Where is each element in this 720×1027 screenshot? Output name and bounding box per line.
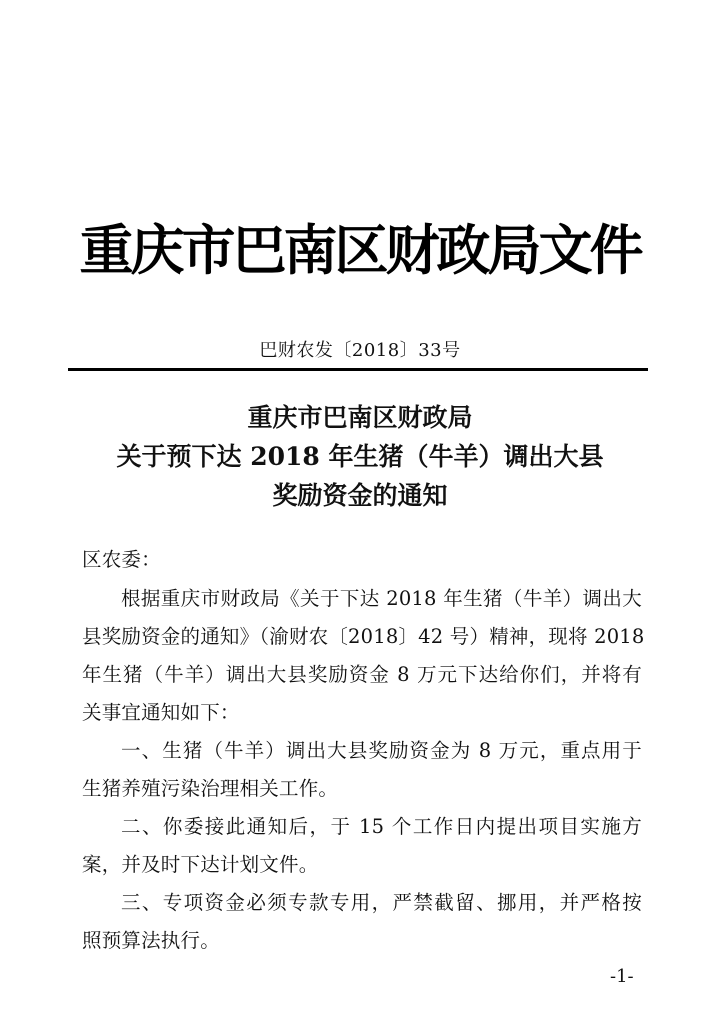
header-divider-rule	[68, 368, 648, 371]
page-number: -1-	[610, 966, 634, 987]
body-line: 根据重庆市财政局《关于下达 2018 年生猪（牛羊）调出大	[121, 587, 642, 610]
body-line: 二、你委接此通知后，于 15 个工作日内提出项目实施方	[121, 815, 642, 838]
agency-header-title: 重庆市巴南区财政局文件	[79, 219, 641, 282]
document-number: 巴财农发〔2018〕33号	[259, 340, 461, 361]
notice-title-line-3: 奖励资金的通知	[272, 481, 448, 510]
salutation: 区农委：	[82, 548, 161, 571]
notice-title-line-1: 重庆市巴南区财政局	[247, 403, 473, 432]
body-line: 县奖励资金的通知》（渝财农〔2018〕42 号）精神，现将 2018	[82, 625, 645, 648]
body-line: 关事宜通知如下：	[82, 701, 240, 724]
notice-title-line-2: 关于预下达 2018 年生猪（牛羊）调出大县	[116, 442, 604, 471]
body-line: 生猪养殖污染治理相关工作。	[82, 777, 339, 800]
body-line: 三、专项资金必须专款专用，严禁截留、挪用，并严格按	[121, 891, 642, 914]
body-line: 案，并及时下达计划文件。	[82, 853, 319, 876]
body-line: 一、生猪（牛羊）调出大县奖励资金为 8 万元，重点用于	[121, 739, 642, 762]
body-line: 年生猪（牛羊）调出大县奖励资金 8 万元下达给你们，并将有	[82, 663, 642, 686]
body-line: 照预算法执行。	[82, 929, 220, 952]
